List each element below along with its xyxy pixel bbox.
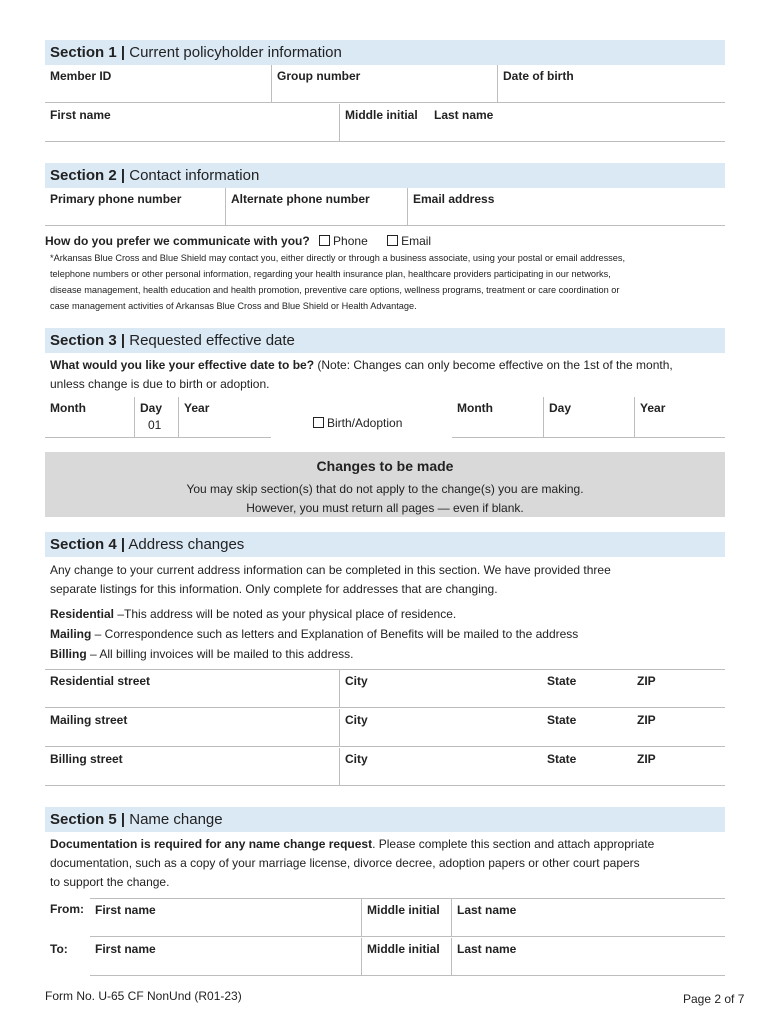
section-1-title: Current policyholder information	[125, 44, 342, 61]
residential-street-label: Residential street	[50, 674, 151, 688]
billing-zip-label: ZIP	[637, 752, 656, 766]
residential-state-field[interactable]	[542, 670, 632, 707]
phone-option-label: Phone	[333, 234, 368, 248]
email-checkbox[interactable]	[387, 235, 398, 246]
date-of-birth-label: Date of birth	[503, 69, 574, 83]
mailing-street-label: Mailing street	[50, 713, 128, 727]
name-to-row	[90, 938, 725, 976]
policyholder-row-2	[45, 104, 725, 142]
section-1-header	[45, 40, 725, 65]
residential-city-field[interactable]	[339, 670, 542, 707]
mailing-description	[50, 625, 578, 644]
residential-label: Residential	[50, 607, 115, 621]
disclaimer-line-1: *Arkansas Blue Cross and Blue Shield may contact you, either directly or through a business associate, using your postal or email addresses,	[50, 253, 626, 263]
section-2-number: Section 2 |	[50, 167, 126, 184]
day-2-field[interactable]	[543, 397, 634, 437]
from-last-name-label: Last name	[457, 903, 517, 917]
section-5-header	[45, 807, 725, 832]
section-3-title: Requested effective date	[125, 332, 295, 349]
from-last-name-field[interactable]	[451, 899, 725, 936]
to-middle-initial-label: Middle initial	[367, 942, 440, 956]
from-first-name-label: First name	[95, 903, 156, 917]
name-change-intro-line-1	[50, 835, 654, 854]
month-2-label: Month	[457, 401, 493, 415]
residential-street-field[interactable]	[45, 670, 339, 707]
section-3-number: Section 3 |	[50, 332, 126, 349]
mailing-city-field[interactable]	[339, 709, 542, 746]
day-label: Day	[140, 401, 163, 415]
year-label: Year	[184, 401, 210, 415]
mailing-state-field[interactable]	[542, 709, 632, 746]
address-intro-line-2: separate listings for this information. Only complete for addresses that are changing.	[50, 582, 498, 596]
page-number: Page 2 of 7	[683, 992, 745, 1006]
section-5-title: Name change	[125, 811, 223, 828]
from-middle-initial-field[interactable]	[361, 899, 451, 936]
month-field[interactable]	[45, 397, 134, 437]
policyholder-row-1	[45, 65, 725, 103]
name-change-intro-rest: . Please complete this section and attach appropriate	[372, 837, 655, 851]
from-label: From:	[50, 902, 84, 916]
last-name-field[interactable]	[429, 104, 725, 141]
residential-description	[50, 605, 456, 624]
residential-zip-label: ZIP	[637, 674, 656, 688]
group-number-field[interactable]	[271, 65, 497, 102]
to-first-name-label: First name	[95, 942, 156, 956]
section-1-number: Section 1 |	[50, 44, 126, 61]
billing-state-label: State	[547, 752, 577, 766]
last-name-label: Last name	[434, 108, 494, 122]
changes-notice	[45, 452, 725, 517]
birth-adoption-label: Birth/Adoption	[327, 416, 403, 430]
billing-city-field[interactable]	[339, 748, 542, 785]
address-row-mailing	[45, 709, 725, 747]
changes-title: Changes to be made	[316, 458, 454, 474]
mailing-street-field[interactable]	[45, 709, 339, 746]
to-first-name-field[interactable]	[90, 938, 361, 975]
effective-date-question-rest: (Note: Changes can only become effective on the 1st of the month,	[314, 358, 673, 372]
birth-adoption-checkbox[interactable]	[313, 417, 324, 428]
section-4-header	[45, 532, 725, 557]
effective-date-question	[50, 356, 673, 375]
alternate-phone-field[interactable]	[225, 188, 407, 225]
residential-zip-field[interactable]	[632, 670, 725, 707]
name-from-row	[90, 899, 725, 937]
changes-line-1: You may skip section(s) that do not apply to the change(s) you are making.	[186, 482, 584, 496]
date-of-birth-field[interactable]	[497, 65, 725, 102]
primary-phone-field[interactable]	[45, 188, 225, 225]
from-middle-initial-label: Middle initial	[367, 903, 440, 917]
from-first-name-field[interactable]	[90, 899, 361, 936]
email-option-label: Email	[401, 234, 432, 248]
year-2-label: Year	[640, 401, 666, 415]
billing-state-field[interactable]	[542, 748, 632, 785]
day-2-label: Day	[549, 401, 572, 415]
disclaimer-line-2: telephone numbers or other personal information, regarding your health insurance plan, healthcare providers participating in our networks,	[50, 269, 611, 279]
communication-question: How do you prefer we communicate with you?	[45, 234, 310, 248]
billing-label: Billing	[50, 647, 87, 661]
member-id-field[interactable]	[45, 65, 271, 102]
phone-checkbox[interactable]	[319, 235, 330, 246]
alternate-phone-label: Alternate phone number	[231, 192, 370, 206]
residential-city-label: City	[345, 674, 368, 688]
contact-row	[45, 188, 725, 226]
month-label: Month	[50, 401, 86, 415]
member-id-label: Member ID	[50, 69, 112, 83]
communication-preference	[45, 232, 431, 251]
middle-initial-label: Middle initial	[345, 108, 418, 122]
first-name-field[interactable]	[45, 104, 339, 141]
effective-date-question-line-2: unless change is due to birth or adoption.	[50, 377, 270, 391]
section-3-header	[45, 328, 725, 353]
address-row-residential	[45, 670, 725, 708]
address-intro-line-1: Any change to your current address information can be completed in this section. We have provided three	[50, 563, 611, 577]
section-4-title: Address changes	[125, 536, 245, 553]
residential-text: –This address will be noted as your physical place of residence.	[114, 607, 457, 621]
section-5-number: Section 5 |	[50, 811, 126, 828]
day-field[interactable]	[134, 397, 178, 437]
effective-date-question-bold: What would you like your effective date to be?	[50, 358, 315, 372]
name-change-intro-bold: Documentation is required for any name change request	[50, 837, 373, 851]
middle-initial-field[interactable]	[339, 104, 429, 141]
billing-city-label: City	[345, 752, 368, 766]
email-address-label: Email address	[413, 192, 495, 206]
billing-text: – All billing invoices will be mailed to this address.	[86, 647, 354, 661]
effective-date-row	[45, 397, 271, 438]
mailing-city-label: City	[345, 713, 368, 727]
to-last-name-field[interactable]	[451, 938, 725, 975]
billing-zip-field[interactable]	[632, 748, 725, 785]
mailing-text: – Correspondence such as letters and Explanation of Benefits will be mailed to the address	[91, 627, 579, 641]
mailing-zip-field[interactable]	[632, 709, 725, 746]
mailing-state-label: State	[547, 713, 577, 727]
mailing-label: Mailing	[50, 627, 92, 641]
section-2-header	[45, 163, 725, 188]
to-label: To:	[50, 942, 68, 956]
month-2-field[interactable]	[452, 397, 543, 437]
day-value: 01	[148, 418, 162, 432]
disclaimer-line-4: case management activities of Arkansas Blue Cross and Blue Shield or Health Advantage.	[50, 301, 417, 311]
to-middle-initial-field[interactable]	[361, 938, 451, 975]
form-number: Form No. U-65 CF NonUnd (R01-23)	[45, 989, 242, 1003]
birth-adoption-date-row	[452, 397, 725, 438]
section-4-number: Section 4 |	[50, 536, 126, 553]
section-2-title: Contact information	[125, 167, 260, 184]
address-row-billing	[45, 748, 725, 786]
primary-phone-label: Primary phone number	[50, 192, 182, 206]
billing-description	[50, 645, 353, 664]
mailing-zip-label: ZIP	[637, 713, 656, 727]
changes-line-2: However, you must return all pages — even if blank.	[246, 501, 524, 515]
first-name-label: First name	[50, 108, 111, 122]
disclaimer-line-3: disease management, health education and health promotion, preventive care options, wellness programs, treatment or care coordination or	[50, 285, 620, 295]
to-last-name-label: Last name	[457, 942, 517, 956]
group-number-label: Group number	[277, 69, 361, 83]
residential-state-label: State	[547, 674, 577, 688]
birth-adoption-option	[313, 414, 402, 433]
name-change-intro-line-2: documentation, such as a copy of your marriage license, divorce decree, adoption papers or other court papers	[50, 856, 640, 870]
name-change-intro-line-3: to support the change.	[50, 875, 170, 889]
year-2-field[interactable]	[634, 397, 725, 437]
billing-street-label: Billing street	[50, 752, 123, 766]
email-address-field[interactable]	[407, 188, 725, 225]
year-field[interactable]	[178, 397, 271, 437]
billing-street-field[interactable]	[45, 748, 339, 785]
